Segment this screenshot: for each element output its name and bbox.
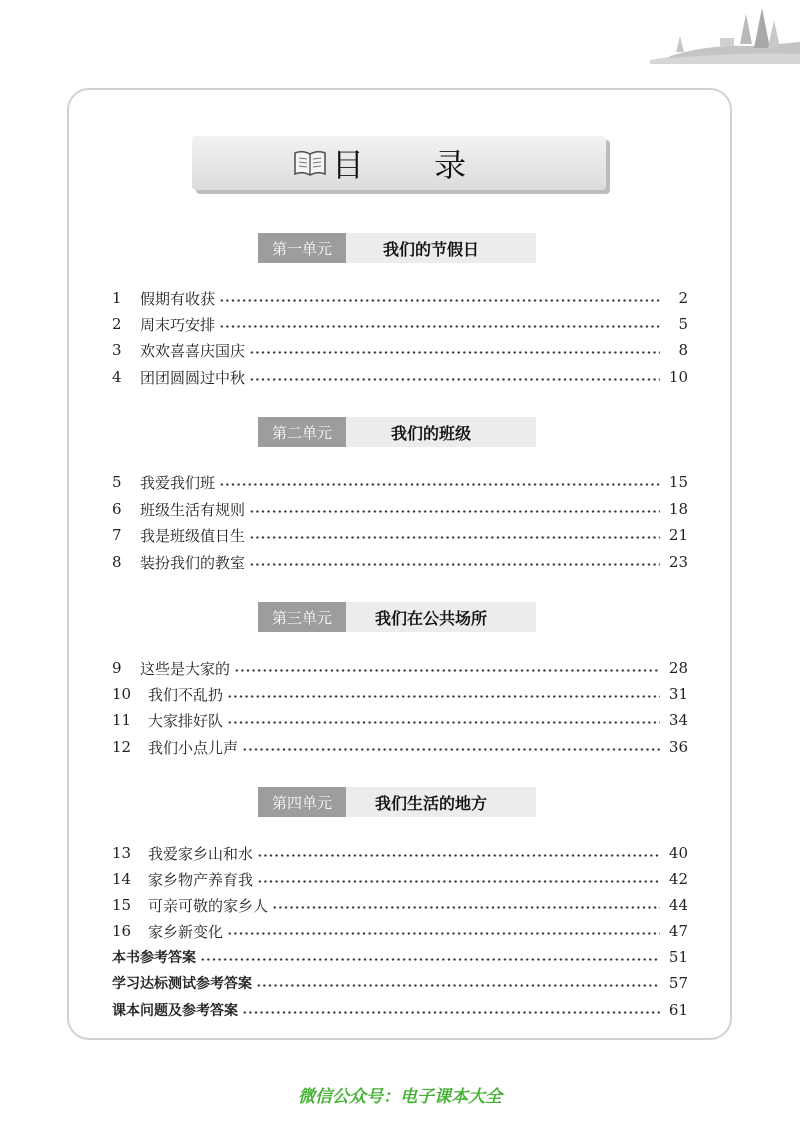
unit-tag: 第一单元 [258, 233, 346, 263]
dot-leader [249, 351, 660, 354]
toc-entry[interactable] [112, 313, 688, 335]
unit-name: 我们生活的地方 [374, 793, 487, 813]
unit-name: 我们的班级 [390, 423, 471, 443]
page-number: 2 [678, 289, 688, 307]
lesson-title: 这些是大家的 [140, 659, 231, 678]
dot-leader [227, 932, 660, 935]
unit-name: 我们的节假日 [382, 239, 479, 259]
toc-entry[interactable] [112, 868, 688, 890]
dot-leader [219, 483, 660, 486]
toc-entry[interactable] [112, 339, 688, 361]
dot-leader [272, 906, 660, 909]
dot-leader [257, 854, 660, 857]
dot-leader [257, 880, 660, 883]
page-number: 23 [668, 553, 688, 571]
page-number: 61 [668, 1001, 688, 1019]
lesson-title: 我们不乱扔 [148, 685, 224, 704]
unit-tag: 第三单元 [258, 602, 346, 632]
dot-leader [227, 695, 660, 698]
lesson-title: 我是班级值日生 [140, 526, 246, 545]
toc-entry[interactable] [112, 657, 688, 679]
toc-entry[interactable] [112, 287, 688, 309]
toc-entry-textbook-answers[interactable] [112, 999, 688, 1021]
toc-entry[interactable] [112, 894, 688, 916]
footer-watermark: 微信公众号：电子课本大全 [298, 1087, 502, 1107]
lesson-title: 可亲可敬的家乡人 [148, 896, 269, 915]
lesson-number: 10 [112, 685, 132, 703]
lesson-title: 欢欢喜喜庆国庆 [140, 341, 246, 360]
dot-leader [200, 958, 660, 961]
toc-entry[interactable] [112, 524, 688, 546]
lesson-number: 8 [112, 553, 122, 571]
lesson-title: 我爱家乡山和水 [148, 844, 254, 863]
page-number: 31 [668, 685, 688, 703]
dot-leader [242, 748, 660, 751]
lesson-number: 9 [112, 659, 122, 677]
unit-header [258, 602, 536, 632]
unit-header [258, 417, 536, 447]
toc-entry[interactable] [112, 683, 688, 705]
dot-leader [249, 510, 660, 513]
page-number: 21 [668, 526, 688, 544]
toc-entry-test-answers[interactable] [112, 972, 688, 994]
lesson-number: 7 [112, 526, 122, 544]
lesson-title: 大家排好队 [148, 711, 224, 730]
dot-leader [227, 721, 660, 724]
page-number: 57 [668, 974, 688, 992]
page-number: 8 [678, 341, 688, 359]
lesson-number: 16 [112, 922, 132, 940]
dot-leader [256, 984, 660, 987]
page-number: 40 [668, 844, 688, 862]
toc-entry[interactable] [112, 920, 688, 942]
lesson-number: 11 [112, 711, 132, 729]
dot-leader [219, 325, 660, 328]
dot-leader [249, 536, 660, 539]
page-number: 44 [668, 896, 688, 914]
toc-entry[interactable] [112, 498, 688, 520]
toc-entry[interactable] [112, 366, 688, 388]
section-title: 学习达标测试参考答案 [112, 976, 252, 992]
page-number: 34 [668, 711, 688, 729]
page-number: 47 [668, 922, 688, 940]
unit-header [258, 233, 536, 263]
toc-entry-answers[interactable] [112, 946, 688, 968]
page-number: 18 [668, 500, 688, 518]
lesson-title: 假期有收获 [140, 289, 216, 308]
page-number: 5 [678, 315, 688, 333]
unit-tag: 第四单元 [258, 787, 346, 817]
page-title: 目 录 [331, 146, 497, 184]
lesson-title: 团团圆圆过中秋 [140, 368, 246, 387]
lesson-number: 13 [112, 844, 132, 862]
page-number: 42 [668, 870, 688, 888]
lesson-title: 我们小点儿声 [148, 738, 239, 757]
lesson-title: 家乡物产养育我 [148, 870, 254, 889]
lesson-title: 家乡新变化 [148, 922, 224, 941]
lesson-title: 我爱我们班 [140, 473, 216, 492]
dot-leader [249, 378, 660, 381]
unit-tag: 第二单元 [258, 417, 346, 447]
dot-leader [219, 299, 660, 302]
book-icon [292, 148, 328, 178]
lesson-title: 装扮我们的教室 [140, 553, 246, 572]
page-number: 28 [668, 659, 688, 677]
dot-leader [234, 669, 660, 672]
page-number: 51 [668, 948, 688, 966]
lesson-number: 1 [112, 289, 122, 307]
lesson-number: 4 [112, 368, 122, 386]
toc-entry[interactable] [112, 471, 688, 493]
toc-entry[interactable] [112, 551, 688, 573]
toc-entry[interactable] [112, 736, 688, 758]
section-title: 课本问题及参考答案 [112, 1003, 238, 1019]
lesson-number: 5 [112, 473, 122, 491]
dot-leader [242, 1011, 660, 1014]
lesson-number: 6 [112, 500, 122, 518]
lesson-number: 15 [112, 896, 132, 914]
unit-name: 我们在公共场所 [374, 608, 487, 628]
page-title-bar [192, 136, 606, 190]
page-number: 10 [668, 368, 688, 386]
page-number: 36 [668, 738, 688, 756]
lesson-title: 班级生活有规则 [140, 500, 246, 519]
dot-leader [249, 563, 660, 566]
lesson-number: 2 [112, 315, 122, 333]
section-title: 本书参考答案 [112, 950, 196, 966]
lesson-number: 12 [112, 738, 132, 756]
unit-header [258, 787, 536, 817]
lesson-number: 14 [112, 870, 132, 888]
toc-entry[interactable] [112, 842, 688, 864]
toc-entry[interactable] [112, 709, 688, 731]
page-number: 15 [668, 473, 688, 491]
lesson-title: 周末巧安排 [140, 315, 216, 334]
lesson-number: 3 [112, 341, 122, 359]
landscape-decoration-icon [650, 8, 800, 68]
